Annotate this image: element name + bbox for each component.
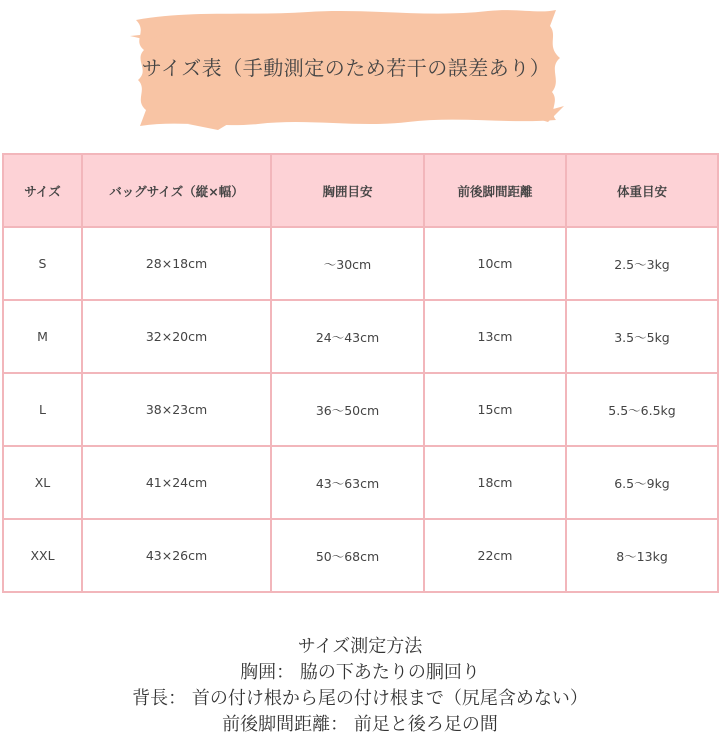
header-weight: 体重目安: [566, 154, 718, 227]
table-row: [3, 300, 718, 373]
cell-leg-distance: 10cm: [424, 227, 566, 300]
cell-weight: 2.5〜3kg: [566, 227, 718, 300]
note-back-length: 背長： 首の付け根から尾の付け根まで（尻尾含めない）: [132, 688, 588, 709]
cell-chest: 24〜43cm: [271, 300, 424, 373]
cell-weight: 8〜13kg: [566, 519, 718, 592]
banner-title: サイズ表（手動測定のため若干の誤差あり）: [141, 56, 551, 80]
cell-bag-size: 41×24cm: [82, 446, 271, 519]
cell-leg-distance: 18cm: [424, 446, 566, 519]
cell-bag-size: 38×23cm: [82, 373, 271, 446]
table-row: [3, 227, 718, 300]
note-chest: 胸囲： 脇の下あたりの胴回り: [240, 662, 480, 683]
measurement-notes: [0, 634, 720, 738]
cell-size: M: [3, 300, 82, 373]
cell-size: XXL: [3, 519, 82, 592]
cell-bag-size: 32×20cm: [82, 300, 271, 373]
cell-weight: 5.5〜6.5kg: [566, 373, 718, 446]
cell-bag-size: 28×18cm: [82, 227, 271, 300]
cell-size: XL: [3, 446, 82, 519]
cell-chest: 36〜50cm: [271, 373, 424, 446]
cell-leg-distance: 15cm: [424, 373, 566, 446]
cell-leg-distance: 13cm: [424, 300, 566, 373]
cell-weight: 6.5〜9kg: [566, 446, 718, 519]
header-leg-distance: 前後脚間距離: [424, 154, 566, 227]
size-table: [2, 153, 719, 593]
cell-chest: 50〜68cm: [271, 519, 424, 592]
cell-size: L: [3, 373, 82, 446]
notes-heading: サイズ測定方法: [297, 636, 423, 657]
header-size: サイズ: [3, 154, 82, 227]
cell-chest: 〜30cm: [271, 227, 424, 300]
title-banner: [128, 6, 564, 130]
cell-weight: 3.5〜5kg: [566, 300, 718, 373]
table-row: [3, 373, 718, 446]
cell-size: S: [3, 227, 82, 300]
cell-bag-size: 43×26cm: [82, 519, 271, 592]
table-row: [3, 519, 718, 592]
cell-leg-distance: 22cm: [424, 519, 566, 592]
cell-chest: 43〜63cm: [271, 446, 424, 519]
note-leg-distance: 前後脚間距離： 前足と後ろ足の間: [222, 714, 498, 735]
header-chest: 胸囲目安: [271, 154, 424, 227]
table-header-row: [3, 154, 718, 227]
table-row: [3, 446, 718, 519]
header-bag-size: バッグサイズ（縦×幅）: [82, 154, 271, 227]
